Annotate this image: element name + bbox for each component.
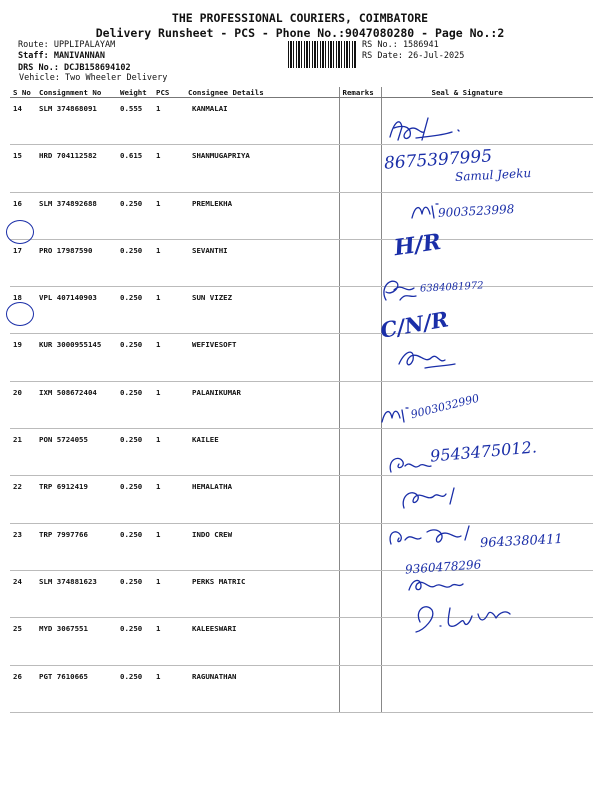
col-consignee: Consignee Details bbox=[182, 87, 339, 98]
table-row bbox=[10, 476, 593, 523]
cell-consignment: PON 5724055 bbox=[36, 429, 117, 476]
rs-number: RS No.: 1586941 bbox=[362, 40, 439, 50]
cell-pcs: 1 bbox=[153, 98, 182, 145]
cell-consignment: VPL 407140903 bbox=[36, 287, 117, 334]
name-15: Samul Jeeku bbox=[454, 166, 532, 184]
cell-remarks bbox=[339, 476, 381, 523]
cell-sno: 24 bbox=[10, 570, 36, 617]
table-row bbox=[10, 239, 593, 286]
phone-25: 9360478296 bbox=[404, 557, 482, 577]
cell-pcs: 1 bbox=[153, 618, 182, 665]
cell-weight: 0.615 bbox=[117, 145, 153, 192]
phone-22: 9543475012. bbox=[429, 437, 538, 466]
cell-remarks bbox=[339, 429, 381, 476]
cell-consignee: KANMALAI bbox=[182, 98, 339, 145]
signature-20 bbox=[395, 344, 465, 374]
cell-pcs: 1 bbox=[153, 334, 182, 381]
table-header-row bbox=[10, 87, 593, 98]
table-row bbox=[10, 665, 593, 712]
cell-pcs: 1 bbox=[153, 665, 182, 712]
cell-pcs: 1 bbox=[153, 570, 182, 617]
cell-remarks bbox=[339, 145, 381, 192]
cell-sno: 15 bbox=[10, 145, 36, 192]
cell-consignment: PRO 17987590 bbox=[36, 239, 117, 286]
cell-pcs: 1 bbox=[153, 476, 182, 523]
cell-pcs: 1 bbox=[153, 192, 182, 239]
cell-pcs: 1 bbox=[153, 523, 182, 570]
cell-consignee: WEFIVESOFT bbox=[182, 334, 339, 381]
cell-consignment: TRP 7997766 bbox=[36, 523, 117, 570]
cell-consignment: IXM 508672404 bbox=[36, 381, 117, 428]
rs-date: RS Date: 26-Jul-2025 bbox=[362, 51, 465, 61]
cell-consignment: PGT 7610665 bbox=[36, 665, 117, 712]
signature-25 bbox=[405, 572, 475, 597]
signature-14 bbox=[380, 112, 460, 147]
cell-remarks bbox=[339, 192, 381, 239]
cell-consignee: HEMALATHA bbox=[182, 476, 339, 523]
cell-sno: 20 bbox=[10, 381, 36, 428]
route-label: Route: UPPLIPALAYAM bbox=[18, 40, 116, 50]
cell-sno: 26 bbox=[10, 665, 36, 712]
cell-weight: 0.250 bbox=[117, 476, 153, 523]
cell-sno: 17 bbox=[10, 239, 36, 286]
cell-weight: 0.250 bbox=[117, 523, 153, 570]
cell-weight: 0.250 bbox=[117, 239, 153, 286]
cell-weight: 0.250 bbox=[117, 334, 153, 381]
cell-sno: 18 bbox=[10, 287, 36, 334]
company-title: THE PROFESSIONAL COURIERS, COIMBATORE bbox=[171, 11, 429, 25]
staff-label: Staff: MANIVANNAN bbox=[18, 51, 105, 61]
cell-pcs: 1 bbox=[153, 287, 182, 334]
mark-17: H/R bbox=[392, 228, 443, 262]
col-consignment: Consignment No bbox=[36, 87, 117, 98]
cell-consignee: SHANMUGAPRIYA bbox=[182, 145, 339, 192]
cell-consignee: PREMLEKHA bbox=[182, 192, 339, 239]
cell-weight: 0.250 bbox=[117, 192, 153, 239]
signature-23 bbox=[398, 484, 468, 514]
col-sno: S No bbox=[10, 87, 36, 98]
table-row bbox=[10, 98, 593, 145]
cell-weight: 0.250 bbox=[117, 287, 153, 334]
cell-sno: 25 bbox=[10, 618, 36, 665]
col-signature: Seal & Signature bbox=[381, 87, 593, 98]
cell-remarks bbox=[339, 381, 381, 428]
cell-consignment: MYD 3067551 bbox=[36, 618, 117, 665]
table-row bbox=[10, 334, 593, 381]
cell-remarks bbox=[339, 665, 381, 712]
mark-19: C/N/R bbox=[378, 306, 451, 343]
cell-weight: 0.250 bbox=[117, 618, 153, 665]
phone-21: 9003032990 bbox=[409, 391, 481, 422]
circle-mark-17 bbox=[6, 220, 34, 244]
cell-consignee: SEVANTHI bbox=[182, 239, 339, 286]
cell-sno: 22 bbox=[10, 476, 36, 523]
cell-consignment: SLM 374892688 bbox=[36, 192, 117, 239]
barcode-image bbox=[288, 41, 356, 68]
cell-sno: 16 bbox=[10, 192, 36, 239]
cell-remarks bbox=[339, 287, 381, 334]
table-row bbox=[10, 381, 593, 428]
cell-weight: 0.250 bbox=[117, 429, 153, 476]
cell-weight: 0.250 bbox=[117, 570, 153, 617]
phone-16: 9003523998 bbox=[437, 202, 515, 220]
cell-consignment: TRP 6912419 bbox=[36, 476, 117, 523]
cell-remarks bbox=[339, 523, 381, 570]
cell-consignee: PALANIKUMAR bbox=[182, 381, 339, 428]
col-pcs: PCS bbox=[153, 87, 182, 98]
signature-22 bbox=[385, 450, 435, 478]
cell-consignment: SLM 374868091 bbox=[36, 98, 117, 145]
cell-sno: 23 bbox=[10, 523, 36, 570]
drs-number: DRS No.: DCJB158694102 bbox=[18, 63, 131, 73]
cell-consignment: HRD 704112582 bbox=[36, 145, 117, 192]
cell-consignee: KALEESWARI bbox=[182, 618, 339, 665]
cell-pcs: 1 bbox=[153, 145, 182, 192]
cell-remarks bbox=[339, 334, 381, 381]
cell-weight: 0.555 bbox=[117, 98, 153, 145]
table-row bbox=[10, 287, 593, 334]
signature-24 bbox=[385, 522, 485, 552]
runsheet-subtitle: Delivery Runsheet - PCS - Phone No.:9047080280 - Page No.:2 bbox=[95, 26, 505, 40]
cell-remarks bbox=[339, 239, 381, 286]
phone-18: 6384081972 bbox=[419, 280, 484, 295]
cell-weight: 0.250 bbox=[117, 381, 153, 428]
cell-pcs: 1 bbox=[153, 429, 182, 476]
col-remarks: Remarks bbox=[339, 87, 381, 98]
cell-consignee: PERKS MATRIC bbox=[182, 570, 339, 617]
phone-24: 9643380411 bbox=[479, 531, 564, 552]
cell-sno: 21 bbox=[10, 429, 36, 476]
cell-consignee: INDO CREW bbox=[182, 523, 339, 570]
cell-weight: 0.250 bbox=[117, 665, 153, 712]
cell-consignee: KAILEE bbox=[182, 429, 339, 476]
col-weight: Weight bbox=[117, 87, 153, 98]
cell-remarks bbox=[339, 98, 381, 145]
signature-18 bbox=[376, 272, 426, 307]
cell-sno: 14 bbox=[10, 98, 36, 145]
cell-sno: 19 bbox=[10, 334, 36, 381]
vehicle-label: Vehicle: Two Wheeler Delivery bbox=[19, 73, 168, 83]
signature-26 bbox=[410, 600, 520, 640]
cell-remarks bbox=[339, 570, 381, 617]
cell-consignee: RAGUNATHAN bbox=[182, 665, 339, 712]
rs-info-block bbox=[362, 40, 464, 62]
cell-remarks bbox=[339, 618, 381, 665]
route-staff-block bbox=[18, 40, 115, 62]
phone-15: 8675397995 bbox=[383, 146, 493, 174]
cell-consignee: SUN VIZEZ bbox=[182, 287, 339, 334]
cell-consignment: KUR 3000955145 bbox=[36, 334, 117, 381]
cell-pcs: 1 bbox=[153, 239, 182, 286]
cell-signature bbox=[381, 665, 593, 712]
circle-mark-19 bbox=[6, 302, 34, 326]
cell-consignment: SLM 374881623 bbox=[36, 570, 117, 617]
cell-pcs: 1 bbox=[153, 381, 182, 428]
